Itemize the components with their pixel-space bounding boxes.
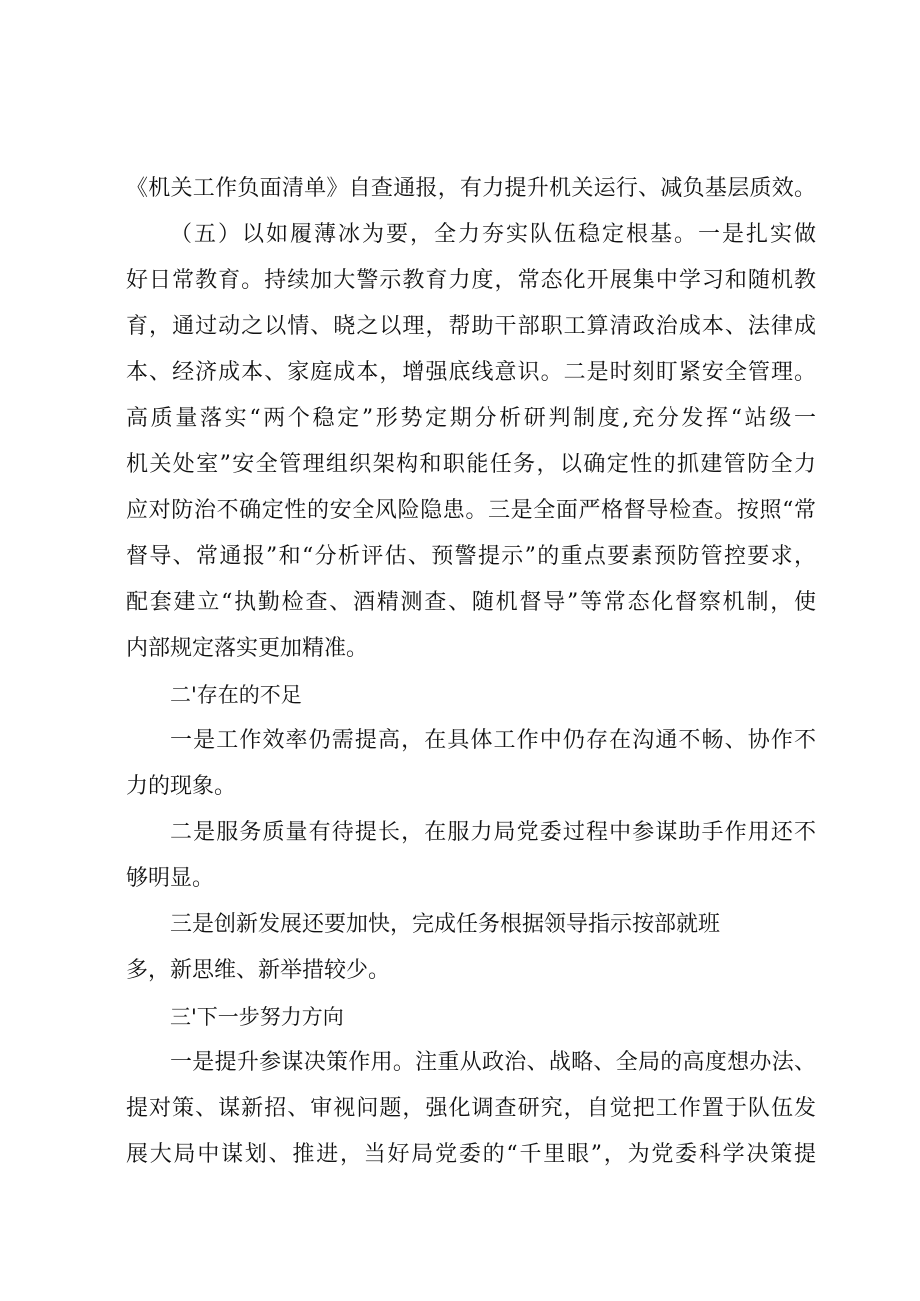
text-line: 督导、常通报”和“分析评估、预警提示”的重点要素预防管控要求， <box>126 544 816 569</box>
text-line: 一是提升参谋决策作用。注重从政治、战略、全局的高度想办法、 <box>170 1050 816 1075</box>
text-line: 配套建立“执勤检查、酒精测查、随机督导”等常态化督察机制，使 <box>126 590 816 615</box>
text-line: 内部规定落实更加精准。 <box>126 636 369 661</box>
text-line: 够明显。 <box>126 866 215 891</box>
text-line: 育，通过动之以情、晓之以理，帮助干部职工算清政治成本、法律成 <box>126 314 816 339</box>
text-line: 应对防治不确定性的安全风险隐患。三是全面严格督导检查。按照“常 <box>126 498 816 523</box>
section-5-heading-line: （五）以如履薄冰为要，全力夯实队伍稳定根基。一是扎实做 <box>170 222 816 247</box>
text-line: 机关处室”安全管理组织架构和职能任务，以确定性的抓建管防全力 <box>126 452 816 477</box>
section-heading-next-steps: 三'下一步努力方向 <box>170 1005 344 1029</box>
text-line: 好日常教育。持续加大警示教育力度，常态化开展集中学习和随机教 <box>126 268 816 293</box>
text-line: 提对策、谋新招、审视问题，强化调查研究，自觉把工作置于队伍发 <box>126 1096 816 1121</box>
text-line: 三是创新发展还要加快，完成任务根据领导指示按部就班 <box>170 912 721 937</box>
text-line: 力的现象。 <box>126 774 237 799</box>
document-body <box>126 166 816 1178</box>
text-line: 高质量落实“两个稳定”形势定期分析研判制度,充分发挥“站级一 <box>126 406 816 431</box>
text-line: 《机关工作负面清单》自查通报，有力提升机关运行、减负基层质效。 <box>126 176 816 201</box>
text-line: 二是服务质量有待提长，在服力局党委过程中参谋助手作用还不 <box>170 820 816 845</box>
text-line: 展大局中谋划、推进，当好局党委的“千里眼”，为党委科学决策提 <box>126 1142 816 1167</box>
section-heading-shortcomings: 二'存在的不足 <box>170 683 302 707</box>
text-line: 多，新思维、新举措较少。 <box>126 958 391 983</box>
text-line: 一是工作效率仍需提高，在具体工作中仍存在沟通不畅、协作不 <box>170 728 816 753</box>
text-line: 本、经济成本、家庭成本，增强底线意识。二是时刻盯紧安全管理。 <box>126 360 816 385</box>
